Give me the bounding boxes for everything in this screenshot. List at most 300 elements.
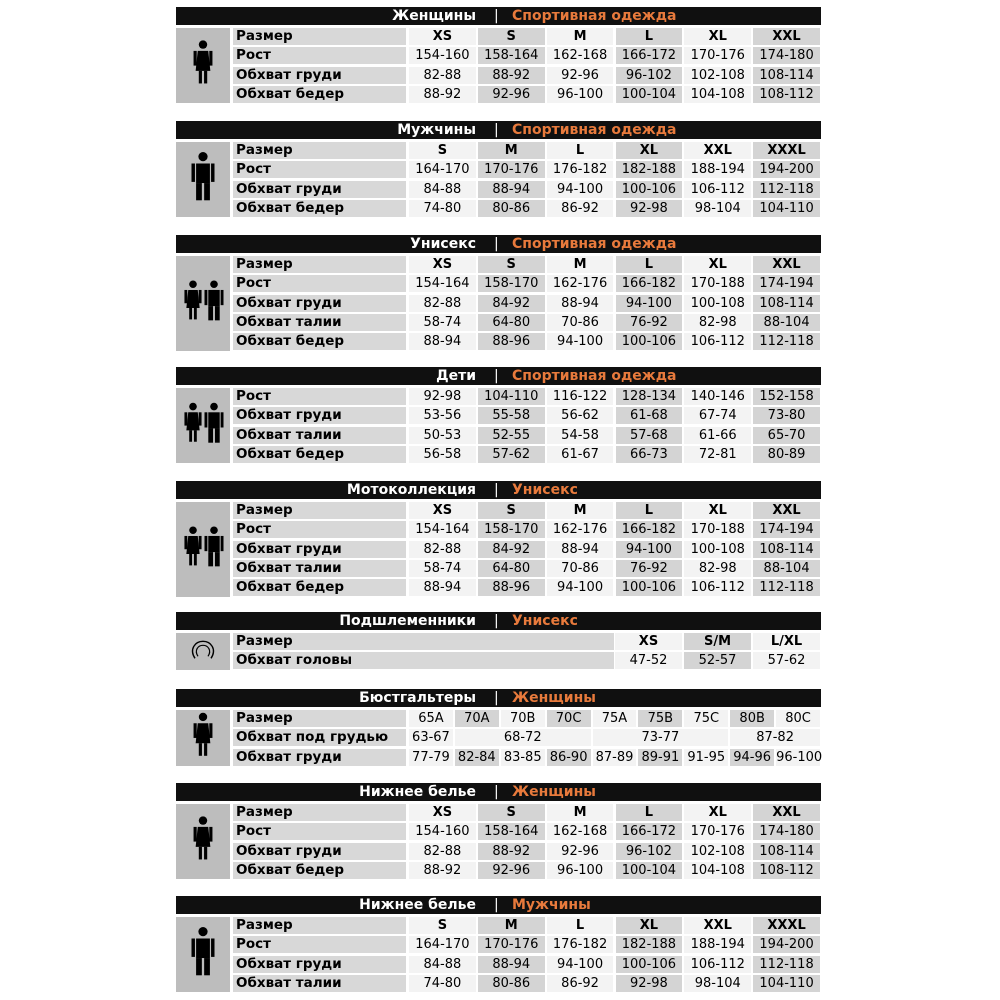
table-cell: 92-96 <box>547 67 614 84</box>
table-cell: 88-94 <box>409 333 476 350</box>
table-cell: 166-182 <box>616 275 683 292</box>
table-cell: 82-84 <box>455 749 499 766</box>
table-row <box>176 560 821 578</box>
table-cell: 58-74 <box>409 314 476 331</box>
row-label: Размер <box>233 28 406 45</box>
table-cell: 61-68 <box>616 407 683 424</box>
table-cell: 88-94 <box>547 295 614 312</box>
table-cell: 170-176 <box>478 161 545 178</box>
size-section-unisex-sport <box>176 235 821 353</box>
table-cell: 80-89 <box>753 446 820 463</box>
table-cell: 176-182 <box>547 161 614 178</box>
table-cell: 74-80 <box>409 975 476 992</box>
table-cell: 80B <box>730 710 774 727</box>
section-header <box>176 121 821 139</box>
section-title: Мотоколлекция <box>346 482 476 498</box>
row-label: Обхват груди <box>233 181 406 198</box>
table-cell: 53-56 <box>409 407 476 424</box>
table-cell: 96-100 <box>547 862 614 879</box>
table-cell: 140-146 <box>684 388 751 405</box>
size-header-cell: XS <box>615 633 682 650</box>
table-cell: 84-92 <box>478 541 545 558</box>
table-cell: 154-164 <box>409 521 476 538</box>
table-cell: 154-160 <box>409 823 476 840</box>
size-header-cell: S/M <box>684 633 751 650</box>
table-row <box>176 67 821 85</box>
size-header-cell: XXXL <box>753 142 820 159</box>
title-separator: | <box>494 122 499 138</box>
table-cell: 112-118 <box>753 956 820 973</box>
row-label: Размер <box>233 804 406 821</box>
size-header-cell: XL <box>684 502 751 519</box>
table-cell: 70-86 <box>547 560 614 577</box>
size-header-cell: L/XL <box>753 633 820 650</box>
table-cell: 158-170 <box>478 275 545 292</box>
row-label: Размер <box>233 710 406 727</box>
table-cell: 64-80 <box>478 314 545 331</box>
title-separator: | <box>494 482 499 498</box>
table-row <box>176 652 821 670</box>
title-separator: | <box>494 690 499 706</box>
size-header-cell: XXL <box>684 917 751 934</box>
table-cell: 68-72 <box>455 729 591 746</box>
table-cell: 174-194 <box>753 521 820 538</box>
size-header-cell: L <box>616 804 683 821</box>
table-cell: 170-188 <box>684 521 751 538</box>
row-label: Рост <box>233 823 406 840</box>
table-cell: 100-108 <box>684 541 751 558</box>
table-cell: 82-98 <box>684 560 751 577</box>
size-header-cell: L <box>616 502 683 519</box>
row-label: Обхват бедер <box>233 579 406 596</box>
section-header <box>176 689 821 707</box>
row-label: Обхват талии <box>233 975 406 992</box>
table-cell: 87-82 <box>730 729 820 746</box>
table-cell: 112-118 <box>753 579 820 596</box>
table-cell: 84-92 <box>478 295 545 312</box>
table-cell: 88-96 <box>478 579 545 596</box>
table-cell: 92-96 <box>478 862 545 879</box>
table-cell: 158-170 <box>478 521 545 538</box>
section-title: Дети <box>436 368 476 384</box>
table-row <box>176 446 821 464</box>
table-cell: 108-114 <box>753 541 820 558</box>
title-separator: | <box>494 613 499 629</box>
table-cell: 88-94 <box>409 579 476 596</box>
table-cell: 154-160 <box>409 47 476 64</box>
table-cell: 182-188 <box>616 161 683 178</box>
size-header-cell: S <box>478 256 545 273</box>
table-cell: 170-176 <box>478 936 545 953</box>
table-cell: 76-92 <box>616 314 683 331</box>
table-cell: 88-94 <box>478 956 545 973</box>
table-cell: 104-110 <box>478 388 545 405</box>
table-cell: 116-122 <box>547 388 614 405</box>
table-cell: 82-88 <box>409 541 476 558</box>
table-cell: 92-98 <box>409 388 476 405</box>
row-label: Обхват под грудью <box>233 729 406 746</box>
table-row <box>176 181 821 199</box>
section-title: Женщины <box>392 8 476 24</box>
size-header-cell: XXL <box>753 502 820 519</box>
table-row <box>176 541 821 559</box>
table-cell: 82-88 <box>409 295 476 312</box>
table-cell: 164-170 <box>409 936 476 953</box>
row-label: Обхват груди <box>233 541 406 558</box>
table-cell: 100-104 <box>616 86 683 103</box>
table-cell: 75C <box>684 710 728 727</box>
table-cell: 70B <box>501 710 545 727</box>
table-row <box>176 502 821 520</box>
table-cell: 102-108 <box>684 67 751 84</box>
table-cell: 63-67 <box>409 729 453 746</box>
table-cell: 80C <box>776 710 820 727</box>
size-section-bras-women <box>176 689 821 768</box>
row-label: Обхват головы <box>233 652 614 669</box>
table-cell: 84-88 <box>409 956 476 973</box>
size-header-cell: XS <box>409 28 476 45</box>
size-header-cell: M <box>547 502 614 519</box>
section-subtitle: Женщины <box>512 690 596 706</box>
table-row <box>176 47 821 65</box>
table-cell: 82-88 <box>409 67 476 84</box>
table-cell: 91-95 <box>684 749 728 766</box>
table-cell: 88-94 <box>478 181 545 198</box>
size-header-cell: L <box>547 142 614 159</box>
table-cell: 100-106 <box>616 956 683 973</box>
row-label: Размер <box>233 502 406 519</box>
table-row <box>176 917 821 935</box>
table-row <box>176 521 821 539</box>
table-cell: 174-180 <box>753 47 820 64</box>
table-cell: 94-100 <box>616 541 683 558</box>
size-section-women-sport <box>176 7 821 105</box>
table-cell: 174-180 <box>753 823 820 840</box>
table-cell: 170-176 <box>684 823 751 840</box>
table-cell: 47-52 <box>615 652 682 669</box>
table-cell: 73-77 <box>593 729 729 746</box>
row-label: Рост <box>233 936 406 953</box>
section-title: Подшлеменники <box>339 613 476 629</box>
table-cell: 87-89 <box>593 749 637 766</box>
table-cell: 106-112 <box>684 333 751 350</box>
section-header <box>176 783 821 801</box>
size-header-cell: L <box>616 28 683 45</box>
table-cell: 104-110 <box>753 200 820 217</box>
table-cell: 96-102 <box>616 843 683 860</box>
table-cell: 70A <box>455 710 499 727</box>
row-label: Обхват бедер <box>233 86 406 103</box>
table-cell: 162-168 <box>547 823 614 840</box>
table-cell: 94-100 <box>547 181 614 198</box>
table-row <box>176 200 821 218</box>
size-header-cell: XS <box>409 804 476 821</box>
section-title: Бюстгальтеры <box>359 690 476 706</box>
table-row <box>176 729 821 747</box>
table-cell: 88-92 <box>409 86 476 103</box>
size-header-cell: XXL <box>684 142 751 159</box>
row-label: Обхват талии <box>233 560 406 577</box>
table-cell: 158-164 <box>478 823 545 840</box>
table-cell: 96-100 <box>547 86 614 103</box>
row-label: Размер <box>233 917 406 934</box>
table-cell: 166-172 <box>616 823 683 840</box>
table-cell: 70C <box>547 710 591 727</box>
table-cell: 92-98 <box>616 200 683 217</box>
size-section-underwear-women <box>176 783 821 881</box>
row-label: Размер <box>233 256 406 273</box>
table-cell: 166-172 <box>616 47 683 64</box>
table-cell: 77-79 <box>409 749 453 766</box>
table-cell: 162-168 <box>547 47 614 64</box>
table-row <box>176 314 821 332</box>
size-header-cell: XL <box>684 256 751 273</box>
row-label: Рост <box>233 388 406 405</box>
table-cell: 82-88 <box>409 843 476 860</box>
table-cell: 61-66 <box>684 427 751 444</box>
table-row <box>176 862 821 880</box>
section-subtitle: Женщины <box>512 784 596 800</box>
row-label: Обхват груди <box>233 407 406 424</box>
table-cell: 88-92 <box>478 67 545 84</box>
table-cell: 106-112 <box>684 579 751 596</box>
table-row <box>176 28 821 46</box>
table-cell: 57-62 <box>478 446 545 463</box>
table-cell: 94-96 <box>730 749 774 766</box>
section-header <box>176 7 821 25</box>
row-label: Обхват бедер <box>233 333 406 350</box>
table-cell: 96-102 <box>616 67 683 84</box>
table-cell: 162-176 <box>547 521 614 538</box>
size-header-cell: M <box>547 28 614 45</box>
title-separator: | <box>494 368 499 384</box>
table-cell: 94-100 <box>547 333 614 350</box>
table-cell: 57-62 <box>753 652 820 669</box>
table-cell: 174-194 <box>753 275 820 292</box>
table-row <box>176 579 821 597</box>
size-header-cell: S <box>409 917 476 934</box>
section-subtitle: Спортивная одежда <box>512 236 677 252</box>
row-label: Обхват груди <box>233 956 406 973</box>
size-header-cell: S <box>478 804 545 821</box>
size-section-moto-unisex <box>176 481 821 599</box>
size-header-cell: XS <box>409 502 476 519</box>
section-header <box>176 896 821 914</box>
table-cell: 83-85 <box>501 749 545 766</box>
table-cell: 182-188 <box>616 936 683 953</box>
section-subtitle: Мужчины <box>512 897 591 913</box>
row-label: Рост <box>233 161 406 178</box>
table-cell: 80-86 <box>478 975 545 992</box>
row-label: Обхват груди <box>233 67 406 84</box>
table-cell: 72-81 <box>684 446 751 463</box>
table-cell: 50-53 <box>409 427 476 444</box>
table-row <box>176 256 821 274</box>
table-cell: 166-182 <box>616 521 683 538</box>
table-cell: 55-58 <box>478 407 545 424</box>
table-cell: 152-158 <box>753 388 820 405</box>
size-header-cell: M <box>547 256 614 273</box>
table-cell: 154-164 <box>409 275 476 292</box>
size-header-cell: S <box>478 28 545 45</box>
table-cell: 100-106 <box>616 579 683 596</box>
table-row <box>176 710 821 728</box>
row-label: Обхват бедер <box>233 446 406 463</box>
table-cell: 194-200 <box>753 936 820 953</box>
table-cell: 89-91 <box>638 749 682 766</box>
section-header <box>176 235 821 253</box>
table-cell: 100-104 <box>616 862 683 879</box>
table-cell: 104-110 <box>753 975 820 992</box>
table-cell: 188-194 <box>684 161 751 178</box>
size-header-cell: XL <box>684 28 751 45</box>
table-cell: 56-58 <box>409 446 476 463</box>
row-label: Размер <box>233 142 406 159</box>
table-cell: 54-58 <box>547 427 614 444</box>
section-title: Нижнее белье <box>359 897 476 913</box>
row-label: Обхват талии <box>233 427 406 444</box>
table-cell: 100-108 <box>684 295 751 312</box>
section-subtitle: Спортивная одежда <box>512 8 677 24</box>
section-title: Унисекс <box>410 236 476 252</box>
size-header-cell: XL <box>684 804 751 821</box>
section-title: Нижнее белье <box>359 784 476 800</box>
table-cell: 88-92 <box>478 843 545 860</box>
table-row <box>176 295 821 313</box>
table-cell: 98-104 <box>684 975 751 992</box>
size-header-cell: S <box>409 142 476 159</box>
table-cell: 70-86 <box>547 314 614 331</box>
table-cell: 88-92 <box>409 862 476 879</box>
table-cell: 98-104 <box>684 200 751 217</box>
table-cell: 64-80 <box>478 560 545 577</box>
table-cell: 67-74 <box>684 407 751 424</box>
table-cell: 162-176 <box>547 275 614 292</box>
size-header-cell: L <box>547 917 614 934</box>
table-cell: 158-164 <box>478 47 545 64</box>
table-cell: 128-134 <box>616 388 683 405</box>
table-cell: 104-108 <box>684 862 751 879</box>
size-header-cell: XS <box>409 256 476 273</box>
size-header-cell: M <box>478 142 545 159</box>
size-header-cell: XXXL <box>753 917 820 934</box>
table-cell: 75A <box>593 710 637 727</box>
table-cell: 112-118 <box>753 333 820 350</box>
table-cell: 58-74 <box>409 560 476 577</box>
table-row <box>176 333 821 351</box>
table-cell: 82-98 <box>684 314 751 331</box>
table-cell: 92-98 <box>616 975 683 992</box>
title-separator: | <box>494 8 499 24</box>
table-cell: 52-55 <box>478 427 545 444</box>
row-label: Обхват груди <box>233 295 406 312</box>
size-section-men-sport <box>176 121 821 219</box>
table-cell: 52-57 <box>684 652 751 669</box>
table-cell: 100-106 <box>616 181 683 198</box>
table-cell: 57-68 <box>616 427 683 444</box>
table-row <box>176 161 821 179</box>
size-section-balaclava-unisex <box>176 612 821 672</box>
row-label: Размер <box>233 633 614 650</box>
table-row <box>176 823 821 841</box>
section-header <box>176 481 821 499</box>
table-row <box>176 804 821 822</box>
table-cell: 92-96 <box>547 843 614 860</box>
table-row <box>176 749 821 767</box>
table-cell: 88-96 <box>478 333 545 350</box>
row-label: Рост <box>233 275 406 292</box>
table-cell: 66-73 <box>616 446 683 463</box>
section-subtitle: Спортивная одежда <box>512 122 677 138</box>
table-cell: 86-90 <box>547 749 591 766</box>
table-cell: 108-114 <box>753 843 820 860</box>
table-cell: 106-112 <box>684 956 751 973</box>
table-cell: 94-100 <box>547 579 614 596</box>
size-header-cell: XXL <box>753 28 820 45</box>
table-row <box>176 975 821 993</box>
row-label: Обхват груди <box>233 749 406 766</box>
table-cell: 106-112 <box>684 181 751 198</box>
row-label: Рост <box>233 521 406 538</box>
row-label: Обхват бедер <box>233 862 406 879</box>
table-cell: 188-194 <box>684 936 751 953</box>
title-separator: | <box>494 236 499 252</box>
table-cell: 75B <box>638 710 682 727</box>
table-cell: 74-80 <box>409 200 476 217</box>
size-header-cell: XXL <box>753 804 820 821</box>
table-cell: 88-94 <box>547 541 614 558</box>
title-separator: | <box>494 784 499 800</box>
size-section-underwear-men <box>176 896 821 994</box>
table-row <box>176 142 821 160</box>
table-row <box>176 275 821 293</box>
table-cell: 108-114 <box>753 295 820 312</box>
section-header <box>176 367 821 385</box>
table-cell: 94-100 <box>547 956 614 973</box>
size-header-cell: S <box>478 502 545 519</box>
row-label: Обхват талии <box>233 314 406 331</box>
row-label: Рост <box>233 47 406 64</box>
table-row <box>176 936 821 954</box>
table-cell: 86-92 <box>547 200 614 217</box>
table-cell: 112-118 <box>753 181 820 198</box>
table-cell: 194-200 <box>753 161 820 178</box>
table-cell: 108-112 <box>753 86 820 103</box>
size-section-kids-sport <box>176 367 821 465</box>
table-cell: 73-80 <box>753 407 820 424</box>
table-cell: 94-100 <box>616 295 683 312</box>
size-header-cell: L <box>616 256 683 273</box>
table-cell: 92-96 <box>478 86 545 103</box>
table-cell: 96-100 <box>776 749 823 765</box>
table-cell: 86-92 <box>547 975 614 992</box>
table-cell: 65A <box>409 710 453 727</box>
table-row <box>176 407 821 425</box>
table-cell: 102-108 <box>684 843 751 860</box>
table-cell: 108-112 <box>753 862 820 879</box>
table-cell: 56-62 <box>547 407 614 424</box>
table-cell: 80-86 <box>478 200 545 217</box>
table-cell: 104-108 <box>684 86 751 103</box>
table-cell: 61-67 <box>547 446 614 463</box>
table-cell: 84-88 <box>409 181 476 198</box>
table-row <box>176 633 821 651</box>
size-header-cell: XXL <box>753 256 820 273</box>
section-title: Мужчины <box>397 122 476 138</box>
table-row <box>176 427 821 445</box>
table-cell: 88-104 <box>753 314 820 331</box>
table-cell: 100-106 <box>616 333 683 350</box>
